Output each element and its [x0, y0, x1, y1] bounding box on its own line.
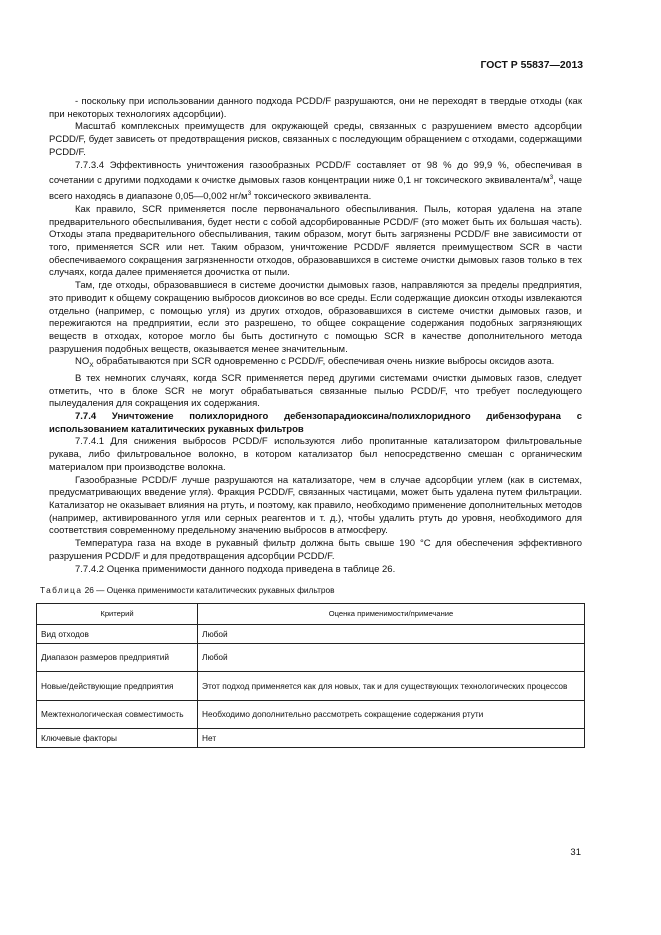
table-row [37, 671, 585, 700]
table-row [37, 728, 585, 747]
table-caption [40, 584, 582, 597]
table-cell-assessment: Любой [198, 624, 585, 643]
subscript: X [89, 362, 94, 370]
paragraph-nox [49, 356, 582, 373]
table-cell-criterion: Новые/действующие предприятия [37, 671, 198, 700]
column-header-assessment: Оценка применимости/примечание [198, 603, 585, 624]
document-body [40, 96, 582, 748]
text-run: токсического эквивалента. [251, 191, 372, 203]
table-cell-criterion: Вид отходов [37, 624, 198, 643]
table-caption-text: 26 — Оценка применимости каталитических рукавных фильтров [82, 585, 335, 596]
table-row [37, 643, 585, 671]
table-cell-assessment: Необходимо дополнительно рассмотреть сокращение содержания ртути [198, 700, 585, 728]
paragraph: В тех немногих случаях, когда SCR применяется перед другими системами очистки дымовых газов, следует отметить, что в блоке SCR не могут обрабатываться связанные пылью PCDD/F, что требует последующего пылеудаления для сокращения их содержания. [49, 372, 582, 410]
paragraph: - поскольку при использовании данного подхода PCDD/F разрушаются, они не переходят в твердые отходы (как при некоторых технологиях адсорбции). [49, 96, 582, 120]
table-cell-criterion: Ключевые факторы [37, 728, 198, 747]
superscript: 3 [247, 190, 252, 198]
column-header-criterion: Критерий [37, 603, 198, 624]
paragraph: Там, где отходы, образовавшиеся в системе доочистки дымовых газов, направляются за пределы предприятия, это приводит к общему сокращению выбросов диоксинов во все среды. Если содержащие диоксин отходы извлекаются отдельно (например, с помощью угля) из других отходов, образовавшихся в системе очистки дымовых газов, и пережигаются на предприятии, если это разрешено, то общее сокращение содержания подобных загрязняющих веществ в отходах, которое могло бы быть достигнуто с помощью SCR в качестве дополнительного метода разрушения подобных веществ, оказывается менее значительным. [49, 280, 582, 355]
table-cell-assessment: Любой [198, 643, 585, 671]
text-run: , чаще всего находясь в диапазоне 0,05—0,002 нг/м [49, 175, 582, 203]
paragraph-7-7-4-1: 7.7.4.1 Для снижения выбросов PCDD/F используются либо пропитанные катализатором фильтровальные рукава, либо фильтровальное волокно, в котором катализатор был непосредственно смешан с органическим материалом при производстве волокна. [49, 436, 582, 473]
table-caption-label: Таблица [40, 585, 83, 596]
paragraph: Как правило, SCR применяется после первоначального обеспыливания. Пыль, которая удалена на этапе предварительного обеспыливания, будет нести с собой адсорбированные PCDD/F (это может быть их большая часть). Отходы этапа предварительного обеспыливания, таким образом, могут быть загрязнены PCDD/F вне зависимости от того, применяется SCR или нет. Таким образом, уничтожение PCDD/F является преимуществом SCR в части обеспечиваемого сокращения загрязненности отходов, образовавшихся в системе очистки дымовых газов только в тех случаях, когда далее применяется доочистка от пыли. [49, 203, 582, 279]
text-run: NO [75, 356, 90, 368]
table-cell-criterion: Межтехнологическая совместимость [37, 700, 198, 728]
page-number: 31 [570, 847, 581, 858]
text-run: 7.7.3.4 Эффективность уничтожения газообразных PCDD/F составляет от 98 % до 99,9 %, обеспечивая в сочетании с другими подходами к очистке дымовых газов концентрации ниже 0,1 нг токсического эквивалента/м [49, 159, 582, 187]
paragraph: Температура газа на входе в рукавный фильтр должна быть свыше 190 °С для обеспечения эффективного разрушения PCDD/F и для предотвращения адсорбции PCDD/F. [49, 538, 582, 562]
document-standard-header: ГОСТ Р 55837—2013 [480, 60, 583, 71]
table-row [37, 624, 585, 643]
paragraph: Масштаб комплексных преимуществ для окружающей среды, связанных с разрушением вместо адсорбции PCDD/F, будет зависеть от предотвращения рисков, связанных с последующим обращением с отходами, содержащими PCDD/F. [49, 121, 582, 158]
applicability-table [36, 603, 585, 748]
text-run: обрабатываются при SCR одновременно с PCDD/F, обеспечивая очень низкие выбросы оксидов азота. [93, 356, 555, 368]
superscript: 3 [549, 174, 554, 182]
table-cell-assessment: Нет [198, 728, 585, 747]
paragraph: Газообразные PCDD/F лучше разрушаются на катализаторе, чем в случае адсорбции углем (как в системах, предусматривающих введение угля). Фракция PCDD/F, связанных частицами, может быть удалена путем фильтрации. Катализатор не оказывает влияния на ртуть, и поэтому, как правило, необходимо применение дополнительных методов (например, активированного угля или серных реагентов и т. д.), чтобы удалить ртуть до уровня, необходимого для соответствия современному предельному значению выбросов в атмосферу. [49, 474, 582, 537]
paragraph-7-7-4-2: 7.7.4.2 Оценка применимости данного подхода приведена в таблице 26. [75, 563, 396, 575]
table-header-row [37, 603, 585, 624]
table-cell-criterion: Диапазон размеров предприятий [37, 643, 198, 671]
table-row [37, 700, 585, 728]
paragraph-7-7-3-4 [49, 160, 582, 204]
table-cell-assessment: Этот подход применяется как для новых, так и для существующих технологических процессов [198, 671, 585, 700]
section-heading-7-7-4: 7.7.4 Уничтожение полихлоридного дебензопарадиоксина/полихлоридного дибензофурана с использованием каталитических рукавных фильтров [49, 411, 582, 435]
